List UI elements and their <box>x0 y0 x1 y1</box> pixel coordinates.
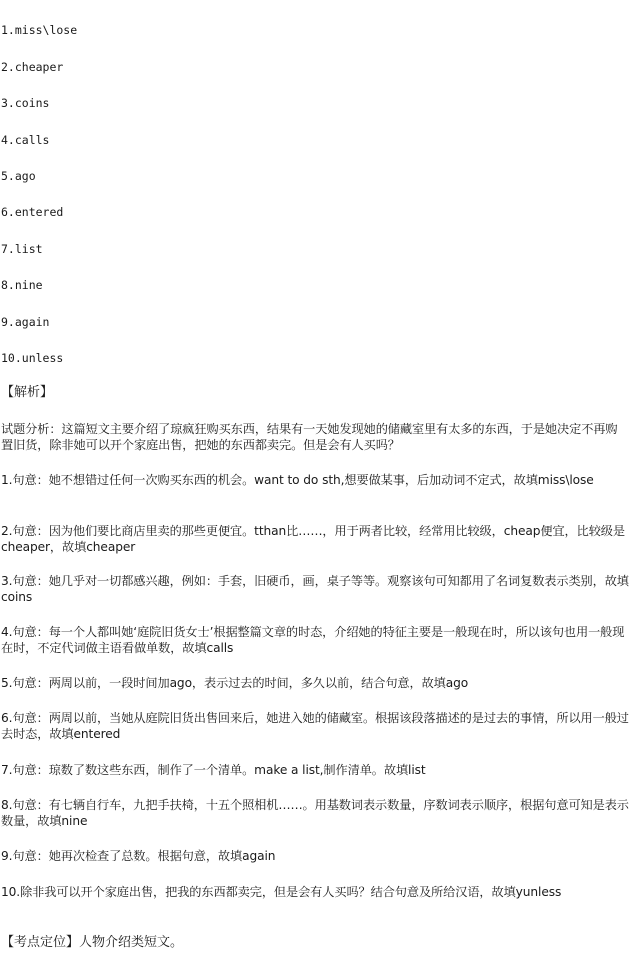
explanation-2: 2.句意：因为他们要比商店里卖的那些更便宜。tthan比……，用于两者比较，经常用比较级，cheap便宜，比较级是cheaper，故填cheaper <box>1 524 625 554</box>
summary-paragraph: 试题分析：这篇短文主要介绍了琼疯狂购买东西，结果有一天她发现她的储藏室里有太多的东西，于是她决定不再购置旧货，除非她可以开个家庭出售，把她的东西都卖完。但是会有人买吗？ <box>1 422 618 452</box>
explanation-9: 9.句意：她再次检查了总数。根据句意，故填again <box>1 849 276 863</box>
answer-line-8: 8.nine <box>1 278 43 292</box>
analysis-heading: 【解析】 <box>1 385 54 400</box>
answer-line-5: 5.ago <box>1 169 36 183</box>
explanation-5: 5.句意：两周以前，一段时间加ago，表示过去的时间，多久以前，结合句意，故填ago <box>1 676 469 690</box>
answer-line-9: 9.again <box>1 315 50 329</box>
answer-line-6: 6.entered <box>1 205 64 219</box>
exam-point-footer: 【考点定位】人物介绍类短文。 <box>1 935 184 950</box>
explanation-10: 10.除非我可以开个家庭出售，把我的东西都卖完，但是会有人买吗？结合句意及所给汉语，故填yunless <box>1 885 562 899</box>
answer-line-1: 1.miss\lose <box>1 23 78 37</box>
answer-line-10: 10.unless <box>1 351 64 365</box>
answer-line-2: 2.cheaper <box>1 60 64 74</box>
explanation-1: 1.句意：她不想错过任何一次购买东西的机会。want to do sth,想要做某事，后加动词不定式，故填miss\lose <box>1 473 594 487</box>
explanation-7: 7.句意：琼数了数这些东西，制作了一个清单。make a list,制作清单。故填list <box>1 763 426 777</box>
answer-line-3: 3.coins <box>1 96 50 110</box>
explanation-8: 8.句意：有七辆自行车，九把手扶椅，十五个照相机……。用基数词表示数量，序数词表示顺序，根据句意可知是表示数量，故填nine <box>1 798 629 828</box>
explanation-6: 6.句意：两周以前，当她从庭院旧货出售回来后，她进入她的储藏室。根据该段落描述的是过去的事情，所以用一般过去时态，故填entered <box>1 711 629 741</box>
explanation-3: 3.句意：她几乎对一切都感兴趣，例如：手套，旧硬币，画，桌子等等。观察该句可知都用了名词复数表示类别，故填coins <box>1 574 629 604</box>
answer-line-7: 7.list <box>1 242 43 256</box>
explanation-4: 4.句意：每一个人都叫她‘庭院旧货女士’根据整篇文章的时态，介绍她的特征主要是一般现在时，所以该句也用一般现在时，不定代词做主语看做单数，故填calls <box>1 625 625 655</box>
answer-line-4: 4.calls <box>1 133 50 147</box>
